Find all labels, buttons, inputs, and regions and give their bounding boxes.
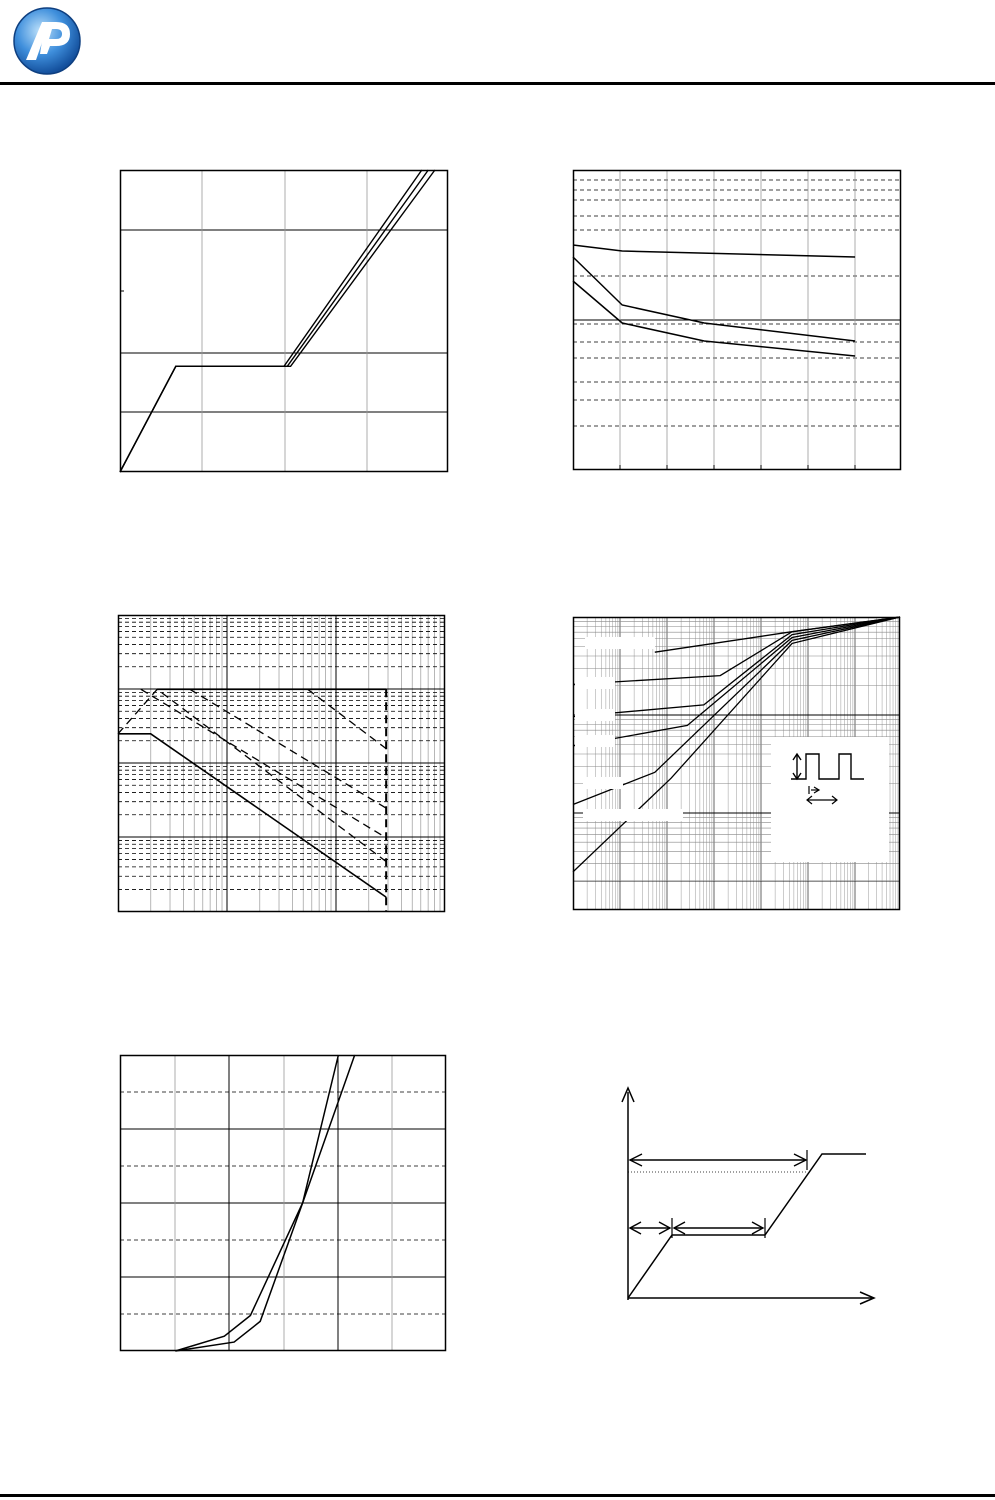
transfer-characteristic-chart — [120, 1055, 446, 1351]
label-gap — [583, 809, 683, 821]
company-logo-icon — [12, 6, 82, 76]
safe-operating-area-chart — [118, 615, 445, 912]
gate-charge-curve — [628, 1154, 866, 1298]
label-gap — [585, 637, 655, 649]
plot-frame — [121, 171, 448, 472]
gate-charge-waveform-diagram — [600, 1080, 890, 1310]
label-gap — [575, 735, 615, 747]
series-line — [120, 170, 422, 472]
label-gap — [575, 677, 615, 689]
thermal-impedance-chart — [573, 617, 900, 910]
series-line — [308, 689, 386, 748]
series-line — [120, 170, 435, 472]
gate-charge-chart — [120, 170, 448, 472]
header-rule — [0, 82, 995, 85]
series-line — [120, 170, 428, 472]
series-line — [118, 734, 386, 897]
label-gap — [583, 777, 623, 789]
label-gap — [575, 709, 615, 721]
series-line — [190, 689, 386, 808]
footer-rule — [0, 1494, 995, 1497]
series-line — [118, 689, 386, 861]
capacitance-chart — [573, 170, 901, 470]
